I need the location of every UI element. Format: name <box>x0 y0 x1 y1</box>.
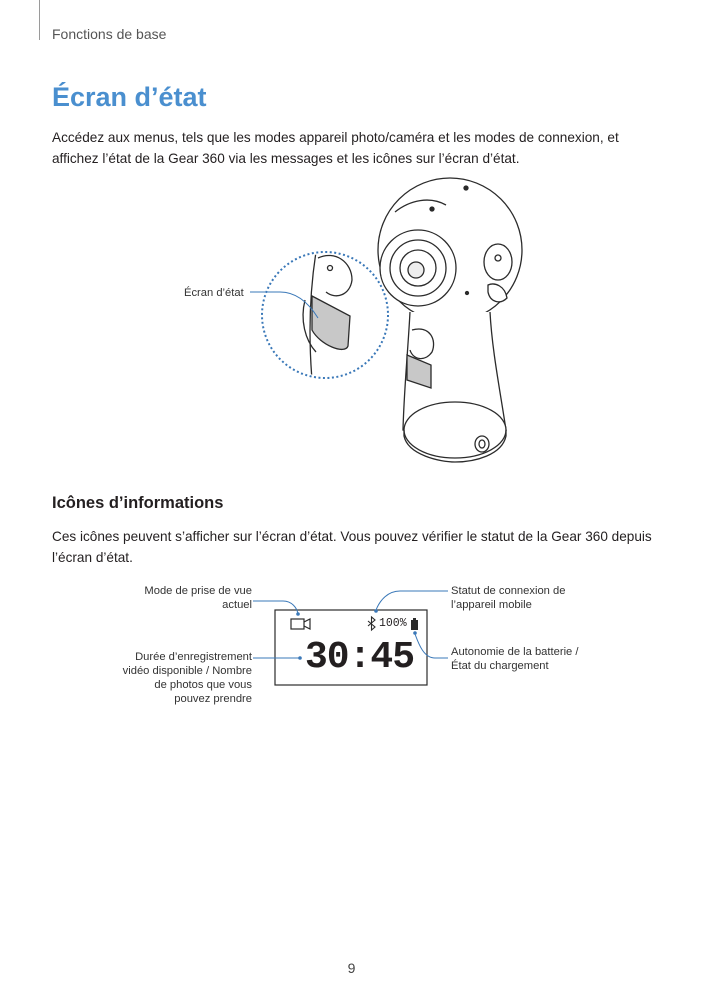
running-head: Fonctions de base <box>52 26 167 42</box>
remaining-time: 30:45 <box>305 636 415 679</box>
intro-paragraph: Accédez aux menus, tels que les modes appareil photo/caméra et les modes de connexion, et affichez l’état de la Gear 360 via les messages et les icônes sur l’écran d’état. <box>52 130 619 166</box>
shooting-mode-callout: Mode de prise de vue actuel <box>144 585 252 611</box>
section-heading: Icônes d’informations <box>52 494 224 512</box>
page-title: Écran d’état <box>52 82 207 112</box>
battery-callout: Autonomie de la batterie / État du chargement <box>451 646 579 672</box>
connection-callout: Statut de connexion de l’appareil mobile <box>451 585 566 611</box>
duration-callout: Durée d’enregistrement vidéo disponible / Nombre de photos que vous pouvez prendre <box>122 651 252 705</box>
page-number: 9 <box>347 960 356 976</box>
battery-level: 100% <box>379 617 407 630</box>
status-screen-callout: Écran d’état <box>184 287 244 299</box>
section-paragraph: Ces icônes peuvent s’afficher sur l’écran d’état. Vous pouvez vérifier le statut de la Gear 360 depuis l’écran d’état. <box>52 529 652 565</box>
